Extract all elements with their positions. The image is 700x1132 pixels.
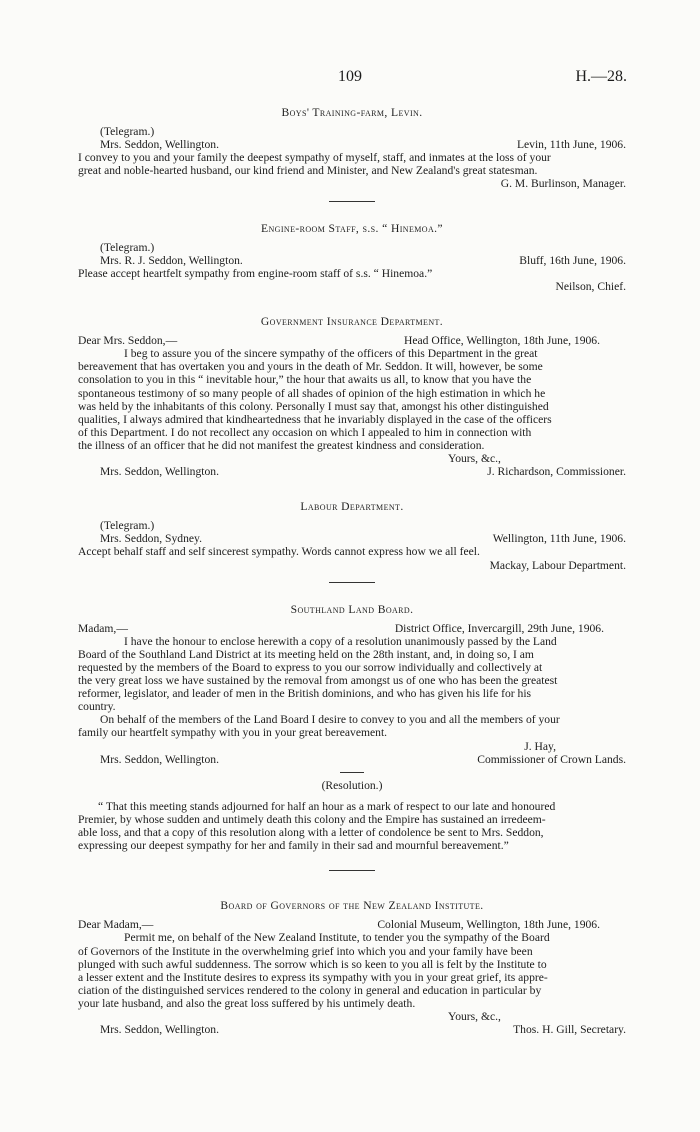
signature: J. Richardson, Commissioner. xyxy=(487,465,626,479)
salutation: Dear Madam,— xyxy=(78,918,154,932)
document-reference: H.—28. xyxy=(575,68,627,85)
signature: Neilson, Chief. xyxy=(555,279,626,293)
signature-row xyxy=(78,465,626,478)
body-line: bereavement that has overtaken you and yours in the death of Mr. Seddon. It will, however, be some xyxy=(78,360,543,374)
address-row xyxy=(78,254,626,267)
body-line: consolation to you in this “ inevitable hour,” the hour that awaits us all, to know that you have the xyxy=(78,373,532,387)
body-line: ciation of the distinguished services rendered to the colony in general and education in particular by xyxy=(78,983,542,997)
body-line: the very great loss we have sustained by the removal from amongst us of one who has been the greatest xyxy=(78,674,558,688)
section-southland-land-board xyxy=(78,603,626,853)
resolution-line: “ That this meeting stands adjourned for half an hour as a mark of respect to our late and honoured xyxy=(98,799,556,813)
addressee: Mrs. R. J. Seddon, Wellington. xyxy=(100,253,243,267)
body-line: Board of the Southland Land District at its meeting held on the 28th instant, and, in doing so, I am xyxy=(78,647,534,661)
section-heading: Board of Governors of the New Zealand Institute. xyxy=(220,899,484,913)
resolution-line: expressing our deepest sympathy for her and family in their sad and mournful bereavement.” xyxy=(78,839,509,853)
section-heading: Boys' Training-farm, Levin. xyxy=(281,106,423,119)
body-line: I beg to assure you of the sincere sympathy of the officers of this Department in the great xyxy=(124,347,538,361)
telegram-label: (Telegram.) xyxy=(100,240,155,254)
salutation: Dear Mrs. Seddon,— xyxy=(78,334,178,348)
dateline: Head Office, Wellington, 18th June, 1906. xyxy=(403,334,600,348)
address-row xyxy=(78,532,626,545)
resolution-line: able loss, and that a copy of this resolution along with a letter of condolence be sent to Mrs. Seddon, xyxy=(78,826,544,840)
body-line: reformer, legislator, and leader of men in the British dominions, and who has given his life for his xyxy=(78,687,532,701)
dateline: Bluff, 16th June, 1906. xyxy=(519,253,626,267)
addressee: Mrs. Seddon, Wellington. xyxy=(100,1023,219,1037)
page-header xyxy=(0,70,700,90)
body-line: family our heartfelt sympathy with you in your great bereavement. xyxy=(78,726,388,740)
salutation-row xyxy=(78,334,626,347)
salutation-row xyxy=(78,622,626,635)
body-line: I convey to you and your family the deepest sympathy of myself, staff, and inmates at the loss of your xyxy=(78,151,551,165)
addressee: Mrs. Seddon, Wellington. xyxy=(100,138,219,152)
resolution-heading: (Resolution.) xyxy=(321,778,383,792)
section-divider xyxy=(329,201,375,202)
closing: Yours, &c., xyxy=(448,1009,501,1023)
telegram-label: (Telegram.) xyxy=(100,519,155,533)
body-line: country. xyxy=(78,700,116,714)
section-divider xyxy=(329,582,375,583)
signature: Thos. H. Gill, Secretary. xyxy=(513,1023,626,1037)
closing: Yours, &c., xyxy=(448,451,501,465)
body-line: On behalf of the members of the Land Board I desire to convey to you and all the members of your xyxy=(100,713,560,727)
dateline: Levin, 11th June, 1906. xyxy=(516,138,626,152)
resolution-line: Premier, by whose sudden and untimely death this colony and the Empire has sustained an irredeem- xyxy=(78,812,546,826)
address-row xyxy=(78,138,626,151)
addressee: Mrs. Seddon, Sydney. xyxy=(100,532,202,546)
telegram-label: (Telegram.) xyxy=(100,125,155,139)
body-line: was held by the inhabitants of this colony. Personally I must say that, amongst his other distinguished xyxy=(78,399,549,413)
section-heading: Government Insurance Department. xyxy=(260,315,444,329)
body-line: requested by the members of the Board to express to you our sorrow individually and collectively at xyxy=(78,661,543,674)
section-heading: Engine-room Staff, s.s. “ Hinemoa.” xyxy=(261,221,443,235)
body-line: of Governors of the Institute in the overwhelming grief into which you and your family have been xyxy=(78,944,533,958)
page-number: 109 xyxy=(338,68,362,85)
document-body xyxy=(78,106,626,1036)
addressee: Mrs. Seddon, Wellington. xyxy=(100,752,219,766)
signature: Mackay, Labour Department. xyxy=(489,558,626,572)
body-line: great and noble-hearted husband, our kind friend and Minister, and New Zealand's great statesman. xyxy=(78,164,538,178)
signature-row xyxy=(78,753,626,766)
salutation-row xyxy=(78,918,626,931)
section-labour-department xyxy=(78,500,626,571)
addressee: Mrs. Seddon, Wellington. xyxy=(100,465,219,479)
signature: G. M. Burlinson, Manager. xyxy=(500,177,626,191)
body-line: the illness of an officer that he did not manifest the greatest kindness and consideration. xyxy=(78,438,485,452)
signature-row xyxy=(78,1023,626,1036)
body-line: qualities, I always admired that kindheartedness that he invariably displayed in the case of the officers xyxy=(78,412,552,426)
section-heading: Southland Land Board. xyxy=(290,602,414,616)
signature-name: J. Hay, xyxy=(524,739,556,753)
section-new-zealand-institute xyxy=(78,899,626,1036)
body-line: of this Department. I do not recollect any occasion on which I appealed to him in connection with xyxy=(78,425,532,439)
body-line: plunged with such awful suddenness. The sorrow which is so keen to you all is felt by the Institute to xyxy=(78,957,547,971)
body-line: your late husband, and also the great loss suffered by his untimely death. xyxy=(78,996,416,1010)
section-boys-training-farm xyxy=(78,106,626,191)
body-line: a lesser extent and the Institute desires to express its sympathy with you in your great grief, its appre- xyxy=(78,970,548,984)
section-heading: Labour Department. xyxy=(300,500,404,514)
section-government-insurance xyxy=(78,315,626,478)
dateline: Wellington, 11th June, 1906. xyxy=(492,532,626,546)
dateline: Colonial Museum, Wellington, 18th June, 1906. xyxy=(377,918,600,932)
body-line: Accept behalf staff and self sincerest sympathy. Words cannot express how we all feel. xyxy=(78,545,480,559)
body-line: Permit me, on behalf of the New Zealand Institute, to tender you the sympathy of the Board xyxy=(124,931,550,945)
signature-title: Commissioner of Crown Lands. xyxy=(477,752,626,766)
body-line: I have the honour to enclose herewith a copy of a resolution unanimously passed by the Land xyxy=(124,634,557,648)
section-engine-room-staff xyxy=(78,222,626,293)
resolution-divider xyxy=(340,772,364,773)
body-line: spontaneous testimony of so many people of all shades of opinion of the high estimation in which he xyxy=(78,386,546,400)
salutation: Madam,— xyxy=(78,621,128,635)
section-divider xyxy=(329,870,375,871)
dateline: District Office, Invercargill, 29th June, 1906. xyxy=(394,621,604,635)
body-line: Please accept heartfelt sympathy from engine-room staff of s.s. “ Hinemoa.” xyxy=(78,266,433,280)
